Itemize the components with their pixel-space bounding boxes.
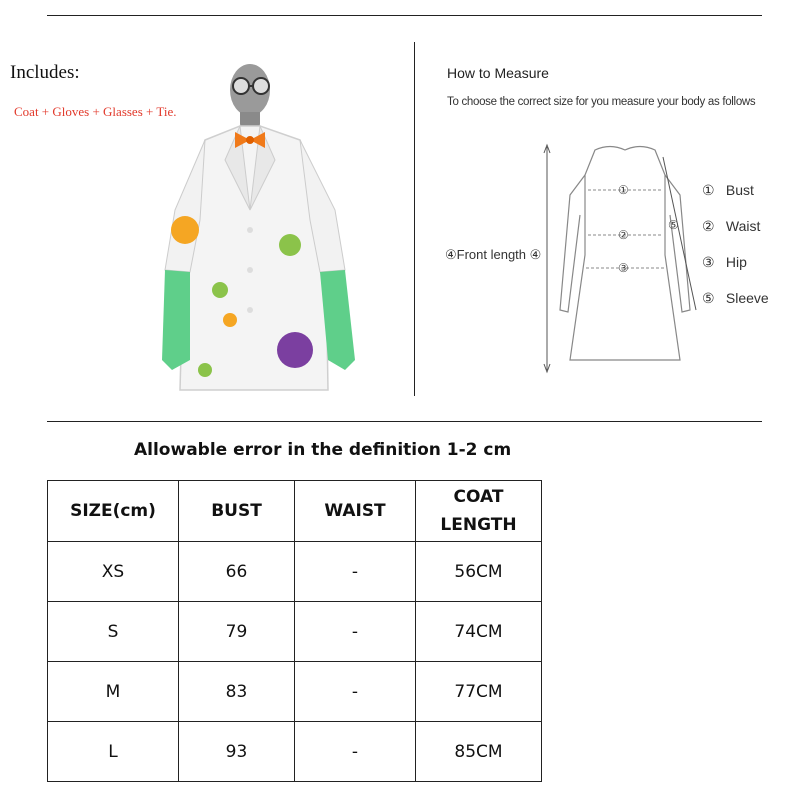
cell-bust: 66 xyxy=(179,542,295,602)
legend-label: Waist xyxy=(725,218,761,234)
legend-bust xyxy=(702,182,754,199)
vertical-divider xyxy=(414,42,415,396)
table-row xyxy=(48,602,542,662)
cell-waist: - xyxy=(295,722,416,782)
cell-bust: 93 xyxy=(179,722,295,782)
cell-waist: - xyxy=(295,662,416,722)
diagram-marker-bust: ① xyxy=(618,183,629,197)
front-length-label: ④Front length ④ xyxy=(445,247,542,262)
legend-num: ③ xyxy=(702,254,715,270)
table-row xyxy=(48,722,542,782)
legend-num: ② xyxy=(702,218,715,234)
header-coat-length: COAT LENGTH xyxy=(416,481,542,542)
cell-bust: 83 xyxy=(179,662,295,722)
cell-coat-length: 77CM xyxy=(416,662,542,722)
diagram-marker-sleeve: ⑤ xyxy=(668,218,679,232)
legend-sleeve xyxy=(702,290,769,307)
middle-divider xyxy=(47,421,762,422)
cell-bust: 79 xyxy=(179,602,295,662)
legend-label: Bust xyxy=(725,182,754,198)
legend-label: Hip xyxy=(725,254,747,270)
how-to-measure-subtitle: To choose the correct size for you measure your body as follows xyxy=(447,96,756,108)
header-size: SIZE(cm) xyxy=(48,481,179,542)
cell-waist: - xyxy=(295,542,416,602)
how-to-measure-title: How to Measure xyxy=(447,65,549,81)
legend-num: ⑤ xyxy=(702,290,715,306)
cell-size: L xyxy=(48,722,179,782)
size-chart-table xyxy=(47,480,542,782)
cell-coat-length: 74CM xyxy=(416,602,542,662)
includes-title: Includes: xyxy=(10,62,80,83)
legend-label: Sleeve xyxy=(725,290,769,306)
legend-waist xyxy=(702,218,760,235)
legend-num: ① xyxy=(702,182,715,198)
table-row xyxy=(48,662,542,722)
cell-coat-length: 56CM xyxy=(416,542,542,602)
allowable-error-note: Allowable error in the definition 1-2 cm xyxy=(134,440,512,460)
diagram-marker-hip: ③ xyxy=(618,261,629,275)
top-divider xyxy=(47,15,762,16)
table-row xyxy=(48,542,542,602)
cell-size: M xyxy=(48,662,179,722)
includes-items: Coat + Gloves + Glasses + Tie. xyxy=(14,104,177,119)
lab-coat-costume-image xyxy=(150,60,380,400)
header-bust: BUST xyxy=(179,481,295,542)
table-header-row xyxy=(48,481,542,542)
cell-size: S xyxy=(48,602,179,662)
cell-size: XS xyxy=(48,542,179,602)
header-waist: WAIST xyxy=(295,481,416,542)
diagram-marker-waist: ② xyxy=(618,228,629,242)
cell-coat-length: 85CM xyxy=(416,722,542,782)
cell-waist: - xyxy=(295,602,416,662)
legend-hip xyxy=(702,254,747,271)
